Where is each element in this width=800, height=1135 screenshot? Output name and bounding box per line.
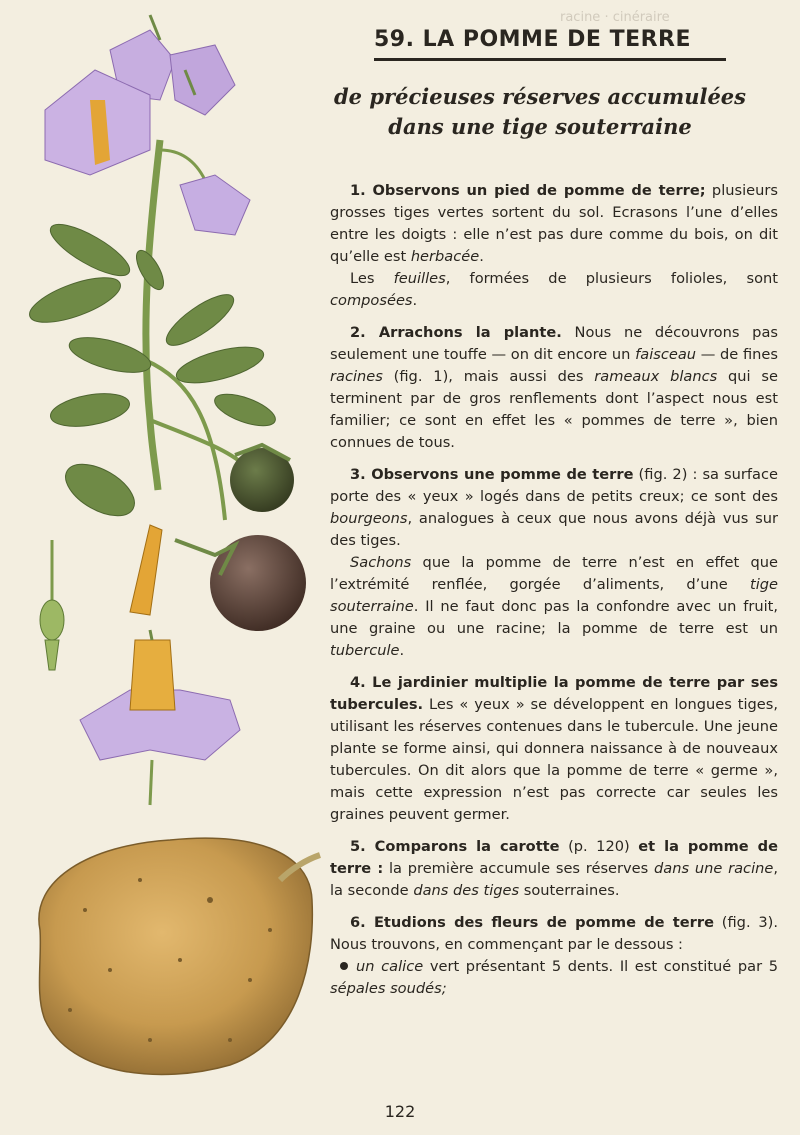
text-run: Les xyxy=(350,270,394,287)
italic-run: rameaux blancs xyxy=(594,368,718,385)
section-heading: 3. Observons une pomme de terre xyxy=(350,466,634,483)
text-run: Nous ne découvrons pas seulement une touffe — on dit encore un xyxy=(330,324,778,363)
text-run: (fig. 1), mais aussi des xyxy=(382,368,595,385)
main-stem xyxy=(146,140,160,490)
italic-run: Sachons xyxy=(350,554,412,571)
text-run: . xyxy=(479,248,484,265)
potato-tuber xyxy=(39,838,320,1074)
italic-run: faisceau xyxy=(635,346,697,363)
body-text xyxy=(330,180,778,1010)
italic-run: tige souterraine xyxy=(330,576,778,615)
pistil-figure xyxy=(40,540,64,670)
list-item xyxy=(330,956,778,1000)
potato-plant-illustration xyxy=(0,0,330,1100)
text-run: (fig. 3). Nous trouvons, en commençant par le dessous : xyxy=(330,914,779,953)
top-flowers xyxy=(45,15,250,235)
italic-run: composées xyxy=(330,292,413,309)
open-flower-figure xyxy=(80,630,240,805)
section-3 xyxy=(330,464,778,662)
italic-run: racines xyxy=(330,368,383,385)
text-run: (fig. 2) : sa surface porte des « yeux » logés dans de petits creux; ce sont des xyxy=(330,466,778,505)
subtitle-line-2: dans une tige souterraine xyxy=(388,114,692,139)
page-number: 122 xyxy=(384,1102,416,1121)
subtitle xyxy=(330,82,750,142)
text-run: . Il ne faut donc pas la confondre avec un fruit, une graine ou une racine; la pomme de terre est un xyxy=(330,598,778,637)
section-6 xyxy=(330,912,778,1000)
italic-run: tubercule xyxy=(330,642,400,659)
italic-run: bourgeons xyxy=(330,510,408,527)
section-1 xyxy=(330,180,778,312)
bleed-through-text: racine · cinéraire xyxy=(560,10,670,25)
section-heading: et la pomme de terre : xyxy=(330,838,778,877)
text-run: , analogues à ceux que nous avons déjà vus sur des tiges. xyxy=(330,510,778,549)
section-4 xyxy=(330,672,778,826)
italic-run: sépales soudés; xyxy=(330,980,447,997)
section-2 xyxy=(330,322,778,454)
text-run: plusieurs grosses tiges vertes sortent du sol. Ecrasons l’une d’elles entre les doigts : elle n’est pas dure comme du bois, on dit qu’elle est xyxy=(330,182,778,265)
text-run: , formées de plusieurs folioles, sont xyxy=(445,270,778,287)
text-run: la première accumule ses réserves xyxy=(383,860,655,877)
italic-run: feuilles xyxy=(393,270,446,287)
bullet-icon xyxy=(340,962,348,970)
section-heading: 2. Arrachons la plante. xyxy=(350,324,562,341)
italic-run: herbacée xyxy=(410,248,480,265)
text-run: qui se terminent par de gros renflements dont l’aspect nous est familier; ce sont en effet les « pommes de terre », bien connues de tous. xyxy=(330,368,778,451)
text-run: . xyxy=(399,642,405,659)
text-run: . xyxy=(412,292,418,309)
italic-run: dans une racine xyxy=(654,860,774,877)
stamen-figure xyxy=(130,525,162,615)
text-run: que la pomme de terre n’est en effet que l’extrémité renflée, gorgée d’aliments, d’une xyxy=(330,554,778,593)
text-run: — de fines xyxy=(696,346,778,363)
text-run: (p. 120) xyxy=(559,838,639,855)
section-heading: 5. Comparons la carotte xyxy=(350,838,560,855)
section-5 xyxy=(330,836,778,902)
text-run: vert présentant 5 dents. Il est constitué par 5 xyxy=(423,958,779,975)
text-run: souterraines. xyxy=(519,882,620,899)
section-heading: 6. Etudions des fleurs de pomme de terre xyxy=(350,914,714,931)
subtitle-line-1: de précieuses réserves accumulées xyxy=(333,84,746,109)
italic-run: un calice xyxy=(356,958,424,975)
section-heading: 4. Le jardinier multiplie la pomme de terre par ses tubercules. xyxy=(330,674,778,713)
title-underline xyxy=(374,58,726,61)
section-heading: 1. Observons un pied de pomme de terre; xyxy=(350,182,706,199)
text-run: Les « yeux » se développent en longues tiges, utilisant les réserves contenues dans le tubercule. Une jeune plante se forme ainsi, qui donnera naissance à de nouveaux tubercules. On dit alors que la pomme de terre « germe », mais cette expression n’est pas correcte car seules les graines peuvent germer. xyxy=(330,696,778,823)
text-run: , la seconde xyxy=(330,860,778,899)
italic-run: dans des tiges xyxy=(413,882,520,899)
page-title: 59. LA POMME DE TERRE xyxy=(374,27,692,52)
